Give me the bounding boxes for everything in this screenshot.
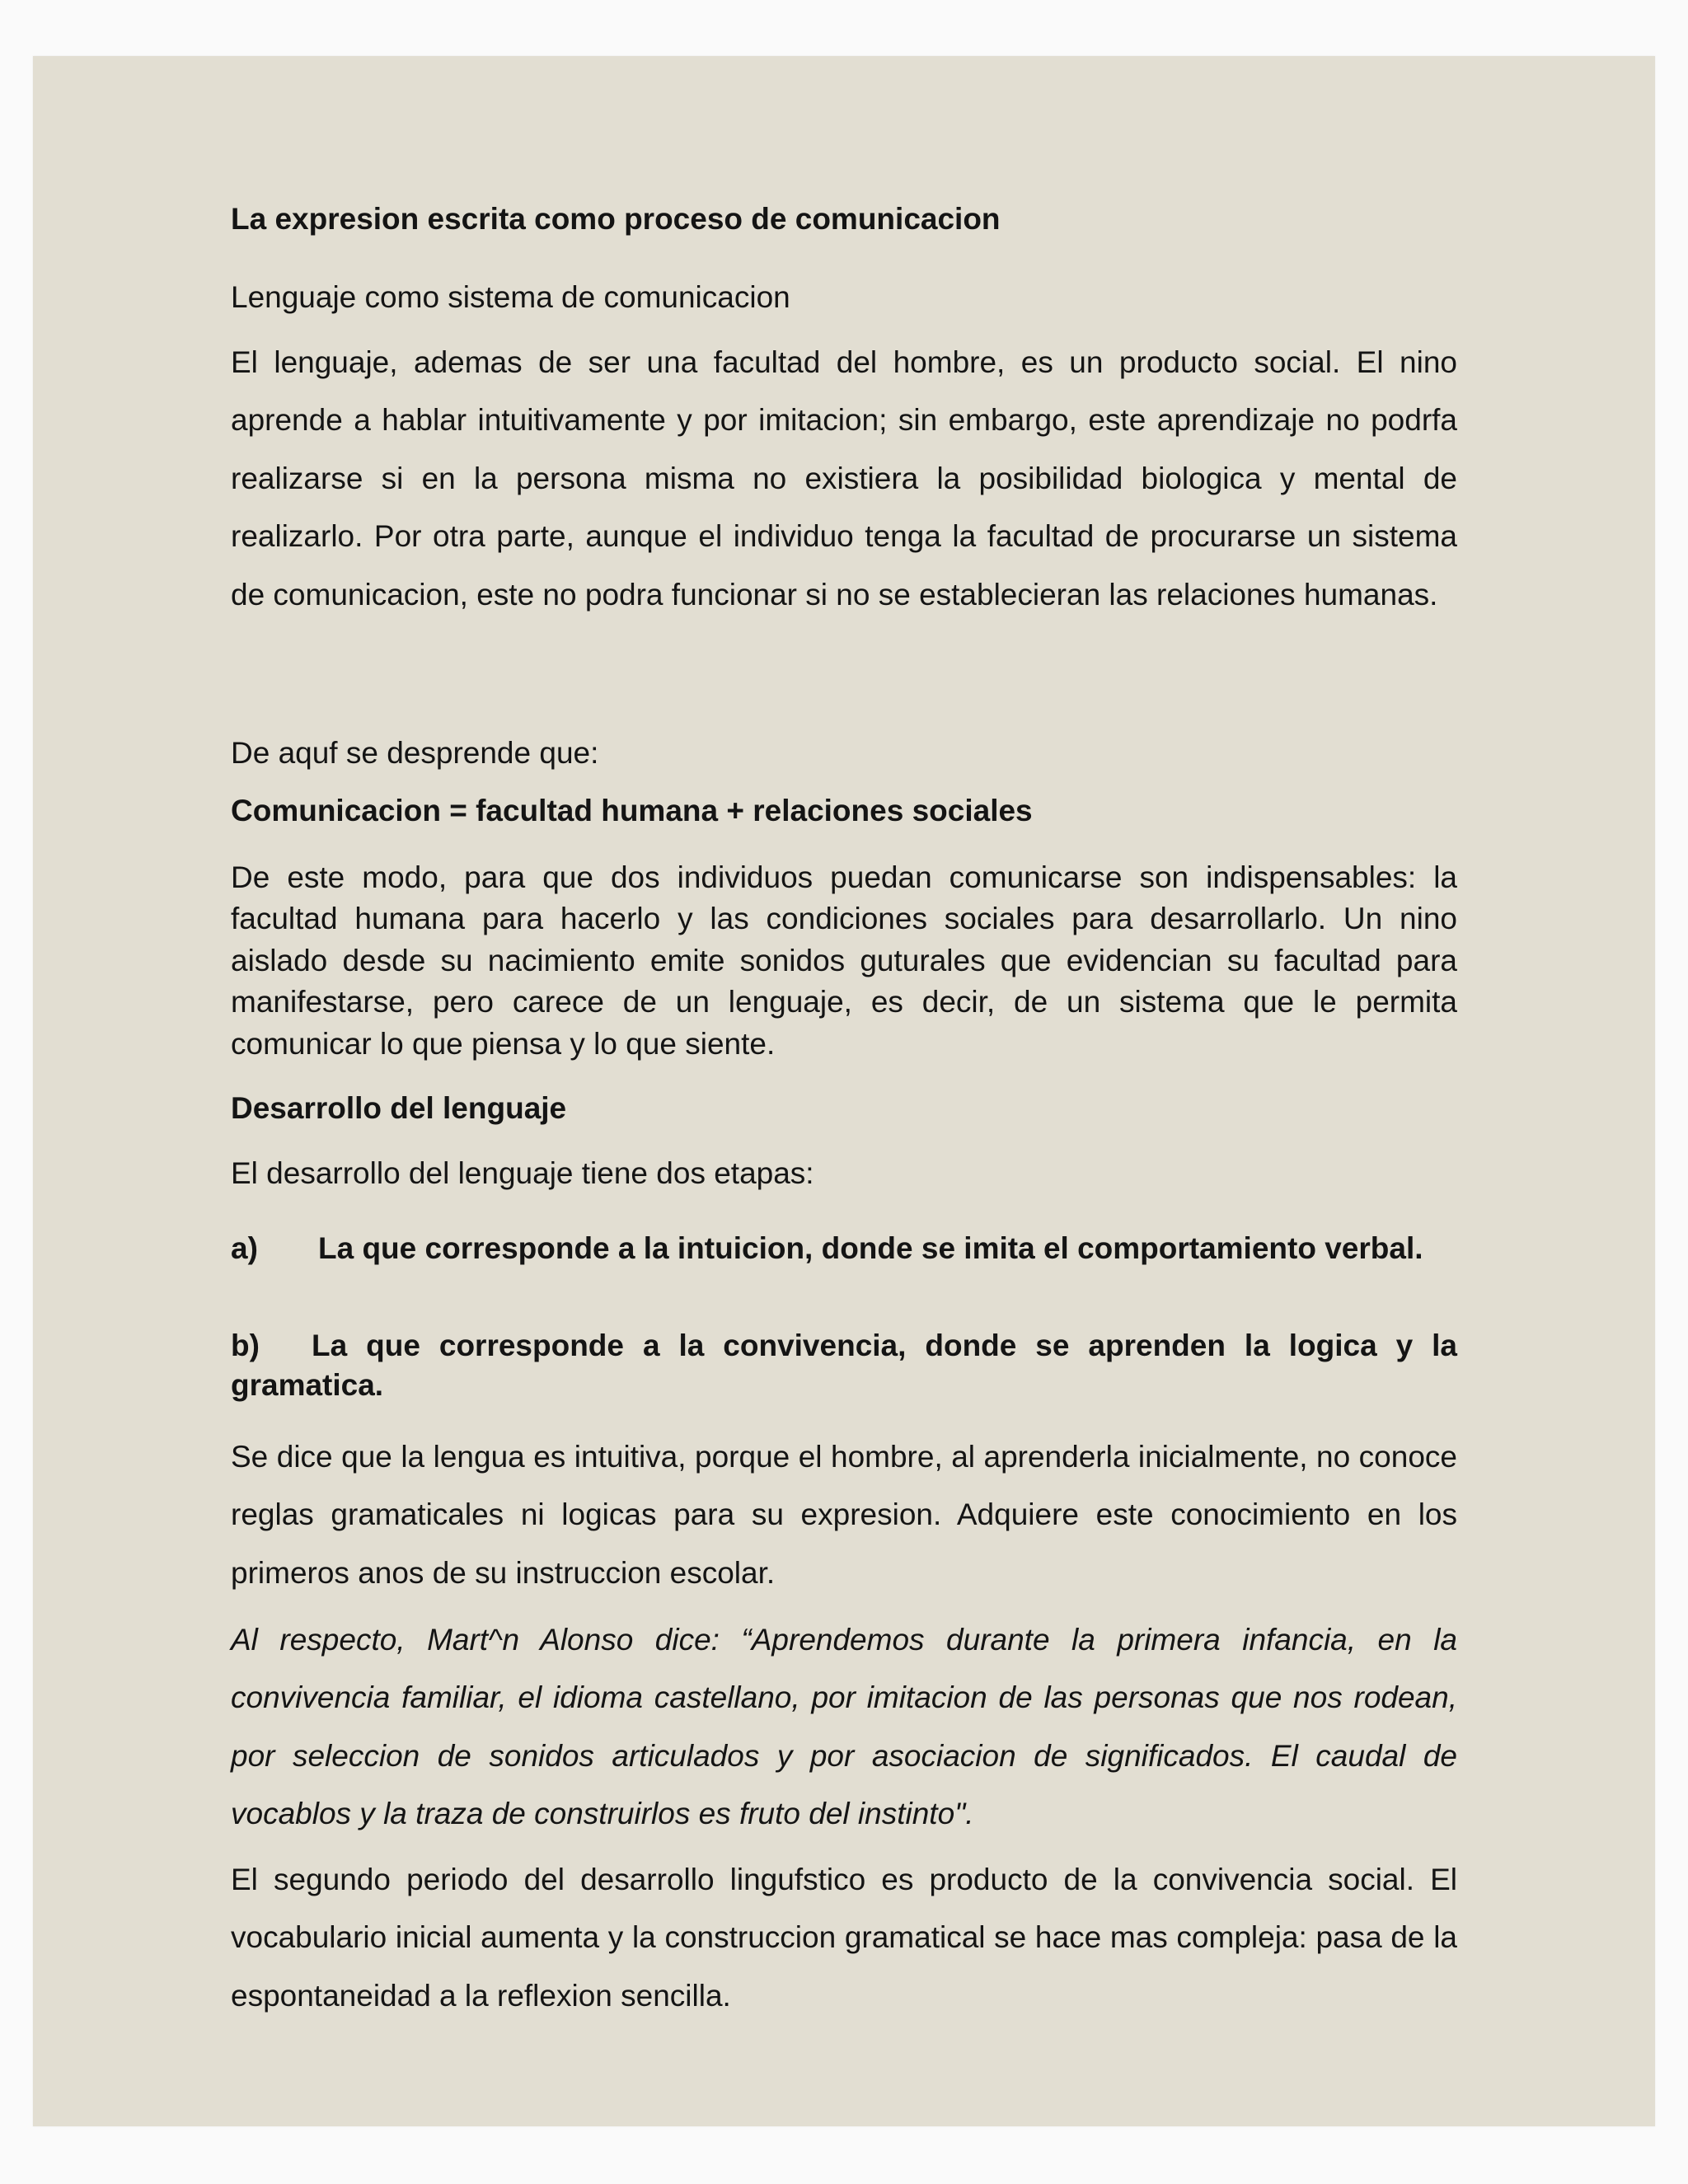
list-item-b	[231, 1326, 1457, 1405]
paragraph-conditions: De este modo, para que dos individuos puedan comunicarse son indispensables: la facultad humana para hacerlo y las condiciones sociales para desarrollarlo. Un nino aislado desde su nacimiento emite sonidos guturales que evidencian su facultad para manifestarse, pero carece de un lenguaje, es decir, de un sistema que le permita comunicar lo que piensa y lo que siente.	[231, 860, 1457, 1061]
list-item-text: La que corresponde a la intuicion, donde se imita el comportamiento verbal.	[318, 1231, 1423, 1265]
list-item-a	[231, 1217, 1457, 1279]
communication-formula: Comunicacion = facultad humana + relaciones sociales	[231, 794, 1033, 827]
section-heading-development: Desarrollo del lenguaje	[231, 1091, 567, 1125]
paragraph-second-period: El segundo periodo del desarrollo lingufstico es producto de la convivencia social. El vocabulario inicial aumenta y la construccion gramatical se hace mas compleja: pasa de la espontaneidad a la reflexion sencilla.	[231, 1863, 1457, 2013]
section-subtitle: Lenguaje como sistema de comunicacion	[231, 280, 790, 314]
paragraph-consequence: De aquf se desprende que:	[231, 736, 599, 770]
paragraph-intro: El lenguaje, ademas de ser una facultad del hombre, es un producto social. El nino aprende a hablar intuitivamente y por imitacion; sin embargo, este aprendizaje no podrfa realizarse si en la persona misma no existiera la posibilidad biologica y mental de realizarlo. Por otra parte, aunque el individuo tenga la facultad de procurarse un sistema de comunicacion, este no podra funcionar si no se establecieran las relaciones humanas.	[231, 345, 1457, 612]
quote-martin-alonso: Al respecto, Mart^n Alonso dice: “Aprendemos durante la primera infancia, en la convivencia familiar, el idioma castellano, por imitacion de las personas que nos rodean, por seleccion de sonidos articulados y por asociacion de significados. El caudal de vocablos y la traza de construirlos es fruto del instinto".	[231, 1623, 1457, 1831]
list-item-label: b)	[231, 1329, 260, 1362]
document-title: La expresion escrita como proceso de comunicacion	[231, 202, 1001, 236]
paragraph-stages-intro: El desarrollo del lenguaje tiene dos etapas:	[231, 1156, 814, 1190]
paragraph-intuitive-language: Se dice que la lengua es intuitiva, porque el hombre, al aprenderla inicialmente, no conoce reglas gramaticales ni logicas para su expresion. Adquiere este conocimiento en los primeros anos de su instruccion escolar.	[231, 1440, 1457, 1590]
document-page	[33, 56, 1655, 2126]
list-item-label: a)	[231, 1231, 258, 1265]
list-item-text: La que corresponde a la convivencia, donde se aprenden la logica y la gramatica.	[231, 1329, 1457, 1402]
